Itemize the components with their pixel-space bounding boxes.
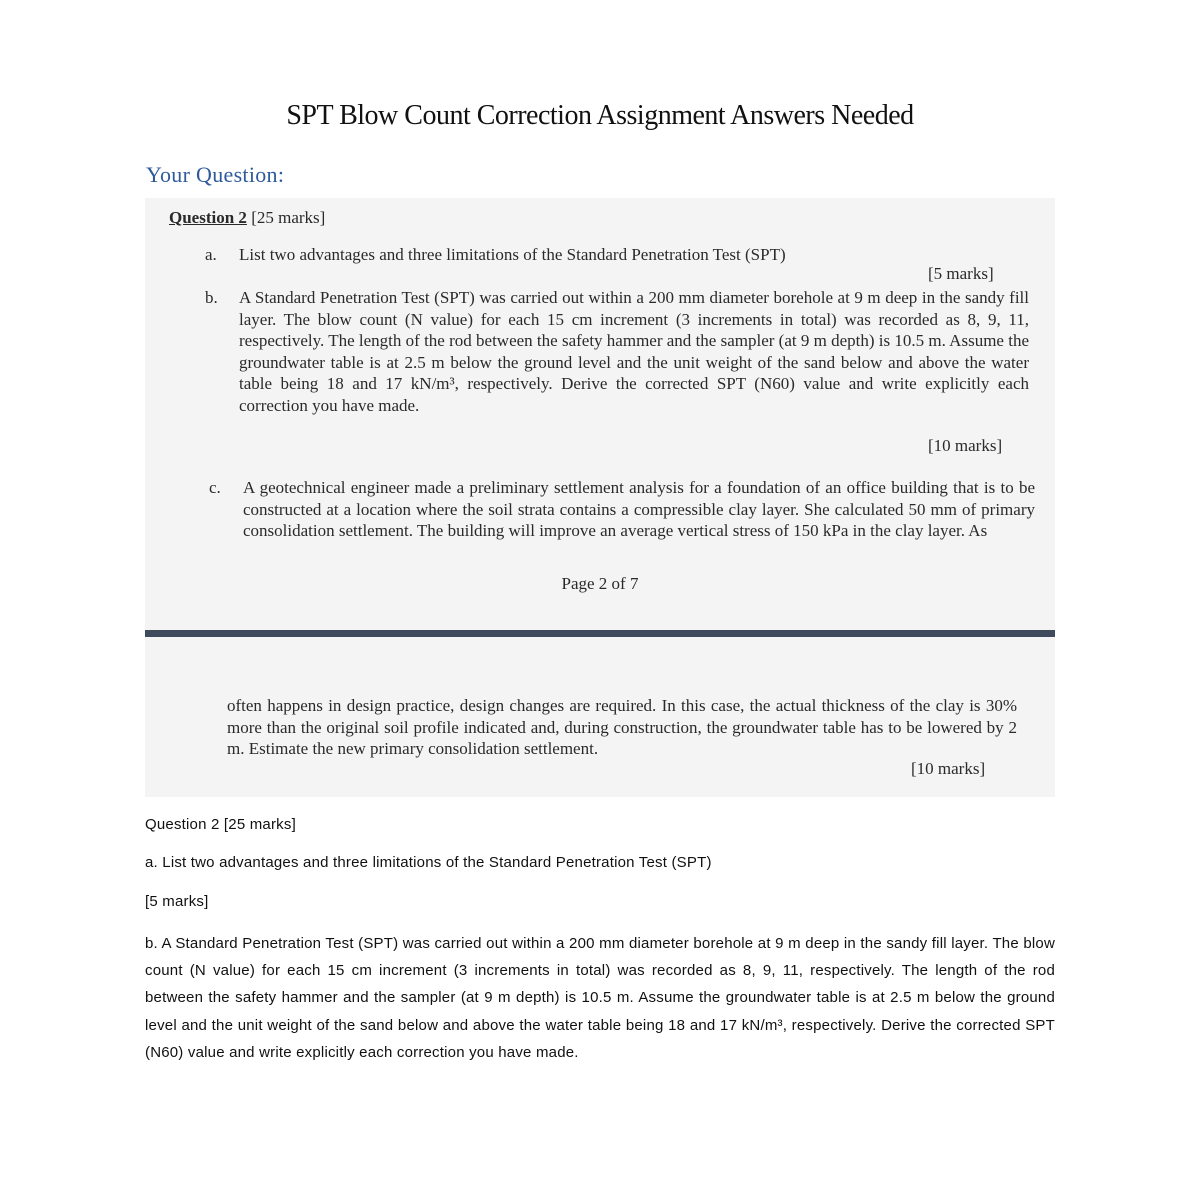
scan-continuation-text: often happens in design practice, design changes are required. In this case, the actual thickness of the clay is 30% more than the original soil profile indicated and, during construction, the groundwater table has to be lowered by 2 m. Estimate the new primary consolidation settlement.: [227, 696, 1017, 758]
scan-continuation-marks: [10 marks]: [911, 759, 986, 778]
scanned-question-image: [145, 198, 1055, 630]
scan-question-marks: [25 marks]: [251, 208, 326, 227]
scan-item-c-label: c.: [209, 478, 221, 497]
scanned-question-continuation: [145, 637, 1055, 797]
scan-item-b-marks: [10 marks]: [928, 436, 1003, 455]
page-divider: [145, 630, 1055, 637]
scan-item-b-label: b.: [205, 288, 218, 307]
scan-question-number: Question 2: [169, 208, 247, 227]
your-question-label: Your Question:: [146, 162, 285, 187]
transcript-question-heading: Question 2 [25 marks]: [145, 816, 296, 833]
transcript-item-a-marks: [5 marks]: [145, 893, 209, 910]
transcript-item-b: b. A Standard Penetration Test (SPT) was carried out within a 200 mm diameter borehole at 9 m deep in the sandy fill layer. The blow count (N value) for each 15 cm increment (3 increments in total) was recorded as 8, 9, 11, respectively. The length of the rod between the safety hammer and the sampler (at 9 m depth) is 10.5 m. Assume the groundwater table is at 2.5 m below the ground level and the unit weight of the sand below and above the water table being 18 and 17 kN/m³, respectively. Derive the corrected SPT (N60) value and write explicitly each correction you have made.: [145, 935, 1055, 1061]
scan-item-a-label: a.: [205, 245, 217, 264]
page-title: SPT Blow Count Correction Assignment Answers Needed: [286, 100, 914, 131]
transcript-item-a: a. List two advantages and three limitations of the Standard Penetration Test (SPT): [145, 854, 712, 871]
scan-item-a-marks: [5 marks]: [928, 264, 994, 283]
scan-page-number: Page 2 of 7: [561, 574, 639, 593]
scan-item-c-text: A geotechnical engineer made a preliminary settlement analysis for a foundation of an office building that is to be constructed at a location where the soil strata contains a compressible clay layer. She calculated 50 mm of primary consolidation settlement. The building will improve an average vertical stress of 150 kPa in the clay layer. As: [243, 478, 1035, 540]
scan-question-heading: [169, 208, 325, 228]
scan-item-b-text: A Standard Penetration Test (SPT) was carried out within a 200 mm diameter borehole at 9 m deep in the sandy fill layer. The blow count (N value) for each 15 cm increment (3 increments in total) was recorded as 8, 9, 11, respectively. The length of the rod between the safety hammer and the sampler (at 9 m depth) is 10.5 m. Assume the groundwater table is at 2.5 m below the ground level and the unit weight of the sand below and above the water table being 18 and 17 kN/m³, respectively. Derive the corrected SPT (N60) value and write explicitly each correction you have made.: [239, 288, 1029, 415]
scan-item-a-text: List two advantages and three limitations of the Standard Penetration Test (SPT): [239, 245, 786, 264]
